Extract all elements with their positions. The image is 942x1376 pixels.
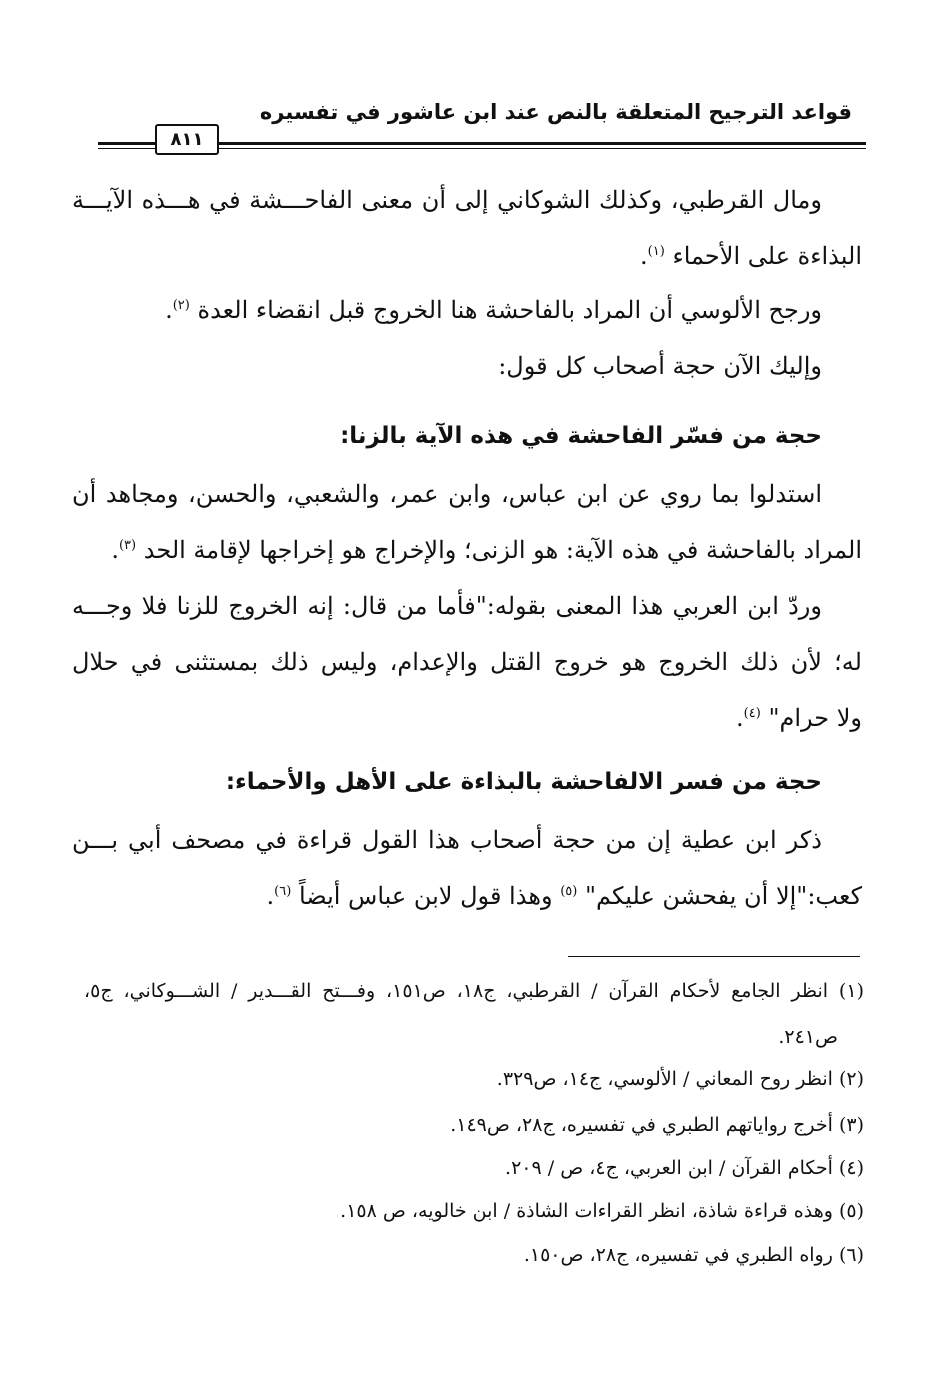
paragraph-6-text: وهذا قول لابن عباس أيضاً [298,882,553,910]
paragraph-2: ورجح الألوسي أن المراد بالفاحشة هنا الخروج قبل انقضاء العدة $^{(٢)}$. [165,296,822,324]
paragraph-5-text: ولا حرام" [768,704,862,732]
paragraph-3: وإليك الآن حجة أصحاب كل قول: [498,352,822,380]
paragraph-4-line-1: استدلوا بما روي عن ابن عباس، وابن عمر، والشعبي، والحسن، ومجاهد أن [72,480,822,508]
footnote-2: (٢) انظر روح المعاني / الألوسي، ج١٤، ص٣٢٩. [496,1068,864,1090]
paragraph-5-line-2: له؛ لأن ذلك الخروج هو خروج القتل والإعدام، وليس ذلك بمستثنى في حلال [72,648,862,676]
footnote-ref-6: (٦) [274,884,292,899]
footnote-ref-5: (٥) [560,884,578,899]
footnote-ref-4: (٤) [743,706,761,721]
running-header-title: قواعد الترجيح المتعلقة بالنص عند ابن عاشور في تفسيره [259,100,852,124]
section-heading-1: حجة من فسّر الفاحشة في هذه الآية بالزنا: [340,423,822,449]
paragraph-2-text: ورجح الألوسي أن المراد بالفاحشة هنا الخروج قبل انقضاء العدة [197,296,822,324]
page-number: ٨١١ [155,124,219,155]
paragraph-6-line-1: ذكر ابن عطية إن من حجة أصحاب هذا القول قراءة في مصحف أبي بـــن [72,826,822,854]
footnote-ref-1: (١) [647,244,665,259]
footnote-3: (٣) أخرج رواياتهم الطبري في تفسيره، ج٢٨، ص١٤٩. [450,1114,864,1136]
paragraph-6-line-2: كعب:"إلا أن يفحشن عليكم" $^{(٥)}$ وهذا قول لابن عباس أيضاً $^{(٦)}$. [266,882,862,910]
footnote-1-line-2: ص٢٤١. [778,1026,838,1048]
paragraph-1-line-1: ومال القرطبي، وكذلك الشوكاني إلى أن معنى الفاحـــشة في هـــذه الآيـــة [72,186,822,214]
paragraph-1-line-2: البذاءة على الأحماء $^{(١)}$. [640,242,862,270]
footnote-6: (٦) رواه الطبري في تفسيره، ج٢٨، ص١٥٠. [523,1244,864,1266]
paragraph-1-text: البذاءة على الأحماء [672,242,862,270]
footnote-separator [568,956,860,957]
paragraph-4-text: المراد بالفاحشة في هذه الآية: هو الزنى؛ والإخراج هو إخراجها لإقامة الحد [143,536,862,564]
footnote-5: (٥) وهذه قراءة شاذة، انظر القراءات الشاذة / ابن خالويه، ص ١٥٨. [340,1200,864,1222]
paragraph-6-quote: كعب:"إلا أن يفحشن عليكم" [585,882,862,910]
section-heading-2: حجة من فسر اﻻلفاحشة بالبذاءة على الأهل والأحماء: [225,769,822,795]
paragraph-5-line-1: وردّ ابن العربي هذا المعنى بقوله:"فأما من قال: إنه الخروج للزنا فلا وجـــه [72,592,822,620]
paragraph-5-line-3: ولا حرام" $^{(٤)}$. [736,704,862,732]
footnote-4: (٤) أحكام القرآن / ابن العربي، ج٤، ص / ٢٠٩. [505,1157,864,1179]
footnote-ref-3: (٣) [118,538,137,553]
paragraph-4-line-2: المراد بالفاحشة في هذه الآية: هو الزنى؛ والإخراج هو إخراجها لإقامة الحد $^{(٣)}$. [111,536,862,564]
footnote-ref-2: (٢) [172,298,190,313]
footnote-1-line-1: (١) انظر الجامع لأحكام القرآن / القرطبي، ج١٨، ص١٥١، وفـــتح القـــدير / الشـــوكاني، ج٥، [84,980,864,1002]
